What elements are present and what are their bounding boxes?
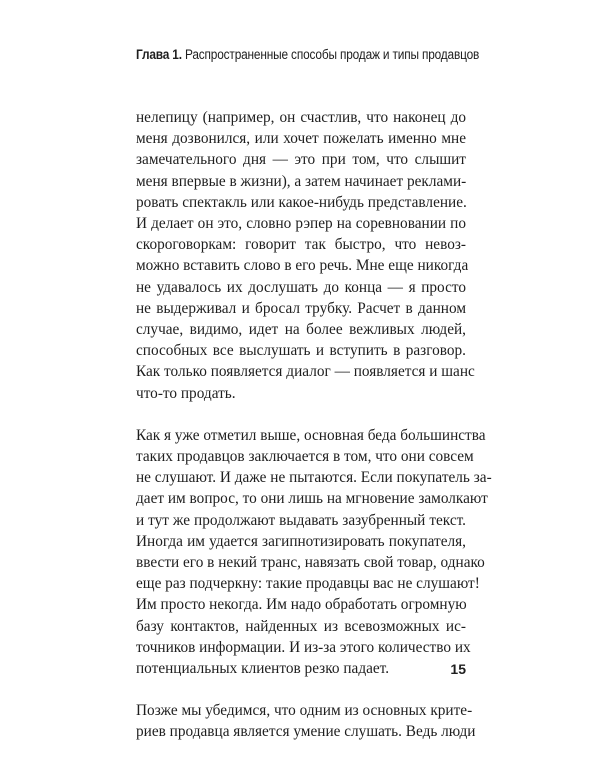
text-line: И делает он это, словно рэпер на соревновании по	[136, 215, 466, 233]
text-line: ровать спектакль или какое-нибудь представление.	[136, 193, 467, 211]
body-text	[136, 107, 492, 764]
text-line: Как я уже отметил выше, основная беда большинства	[136, 426, 486, 444]
paragraph	[136, 700, 476, 742]
text-line: Им просто некогда. Им надо обработать огромную	[136, 596, 467, 614]
text-line: базу контактов, найденных из всевозможных ис-	[136, 617, 466, 635]
chapter-title: Распространенные способы продаж и типы продавцов	[184, 47, 480, 62]
text-line: не выдерживал и бросал трубку. Расчет в данном	[136, 299, 466, 317]
text-line: скороговоркам: говорит так быстро, что невоз-	[136, 236, 466, 254]
paragraph	[136, 107, 475, 404]
text-line: случае, видимо, идет на более вежливых людей,	[136, 321, 466, 339]
text-line: Иногда им удается загипнотизировать покупателя,	[136, 532, 466, 550]
text-line: потенциальных клиентов резко падает.	[136, 660, 390, 678]
text-line: не слушают. И даже не пытаются. Если покупатель за-	[136, 469, 492, 487]
text-line: нелепицу (например, он счастлив, что наконец до	[136, 109, 466, 126]
page-number: 15	[450, 661, 466, 677]
text-line: меня дозвонился, или хочет пожелать именно мне	[136, 130, 466, 148]
text-line: способных все выслушать и вступить в разговор.	[136, 342, 466, 360]
text-line: меня впервые в жизни), а затем начинает реклами-	[136, 172, 467, 190]
text-line: Как только появляется диалог — появляется и шанс	[136, 363, 475, 381]
running-header	[136, 46, 480, 64]
text-line: риев продавца является умение слушать. Ведь люди	[136, 723, 476, 741]
text-line: точников информации. И из-за этого количество их	[136, 638, 471, 656]
chapter-label: Глава 1.	[136, 47, 182, 62]
text-line: ввести его в некий транс, навязать свой товар, однако	[136, 554, 485, 572]
text-line: не удавалось их дослушать до конца — я просто	[136, 278, 466, 296]
text-line: и тут же продолжают выдавать зазубренный текст.	[136, 511, 466, 529]
paragraph	[136, 425, 492, 679]
text-line: можно вставить слово в его речь. Мне еще никогда	[136, 257, 469, 275]
text-line: Позже мы убедимся, что одним из основных крите-	[136, 702, 473, 720]
text-line: что-то продать.	[136, 384, 236, 402]
text-line: еще раз подчеркну: такие продавцы вас не слушают!	[136, 575, 480, 593]
text-line: замечательного дня — это при том, что слышит	[136, 151, 466, 169]
text-line: дает им вопрос, то они лишь на мгновение замолкают	[136, 490, 488, 508]
text-line: таких продавцов заключается в том, что они совсем	[136, 448, 474, 466]
